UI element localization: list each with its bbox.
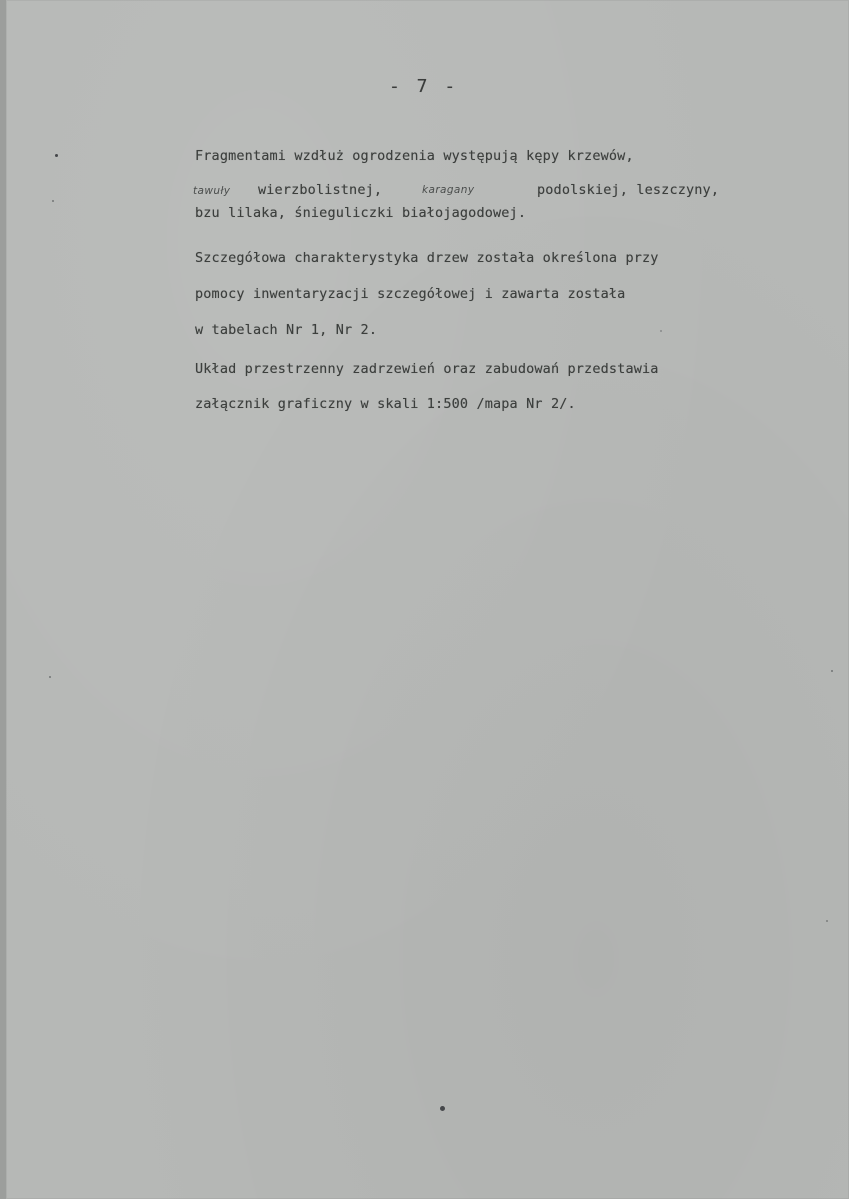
paragraph-2-line-3: w tabelach Nr 1, Nr 2.	[195, 322, 378, 338]
scan-speck	[52, 200, 54, 202]
paragraph-2-line-2: pomocy inwentaryzacji szczegółowej i zawarta została	[195, 286, 626, 302]
paragraph-2-line-1: Szczegółowa charakterystyka drzew została określona przy	[195, 250, 659, 266]
handwritten-insert-karagany: karagany	[422, 184, 475, 196]
scan-speck	[660, 330, 662, 332]
paragraph-1-line-2-part-b: podolskiej, leszczyny,	[537, 182, 720, 198]
page-number: - 7 -	[389, 76, 459, 97]
paragraph-1-line-1: Fragmentami wzdłuż ogrodzenia występują kępy krzewów,	[195, 148, 634, 164]
scan-speck	[55, 154, 58, 157]
paragraph-3-line-1: Układ przestrzenny zadrzewień oraz zabudowań przedstawia	[195, 361, 659, 377]
scan-speck	[49, 676, 51, 678]
scan-speck	[826, 920, 828, 922]
paragraph-1-line-2-part-a: wierzbolistnej,	[258, 182, 383, 198]
paragraph-3-line-2: załącznik graficzny w skali 1:500 /mapa Nr 2/.	[195, 396, 576, 412]
handwritten-insert-tawuly: tawuły	[193, 185, 231, 197]
paragraph-1-line-3: bzu lilaka, śnieguliczki białojagodowej.	[195, 205, 527, 221]
document-page	[6, 0, 849, 1199]
scan-speck	[440, 1106, 445, 1111]
scan-speck	[831, 670, 833, 672]
